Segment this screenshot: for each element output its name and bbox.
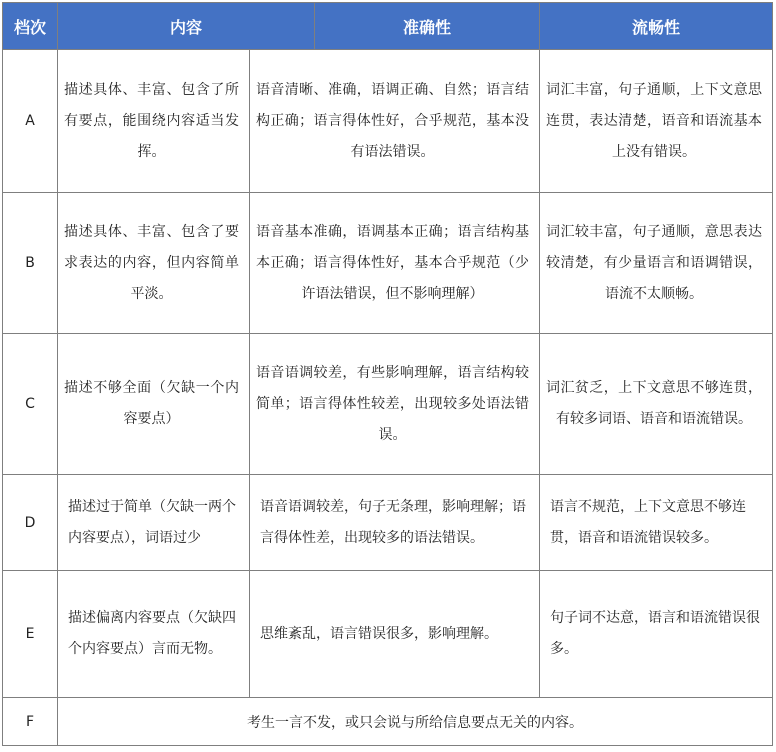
grade-cell: F: [3, 698, 58, 746]
grade-cell: E: [3, 571, 58, 698]
header-fluency: 流畅性: [540, 3, 773, 50]
header-accuracy: 准确性: [315, 3, 540, 50]
fluency-cell: 词汇贫乏，上下文意思不够连贯，有较多词语、语音和语流错误。: [540, 334, 773, 475]
accuracy-cell: 语音语调较差，有些影响理解，语言结构较简单；语言得体性较差，出现较多处语法错误。: [250, 334, 540, 475]
accuracy-cell: 语音清晰、准确，语调正确、自然；语言结构正确；语言得体性好，合乎规范，基本没有语法错误。: [250, 50, 540, 193]
scoring-table: [2, 2, 773, 746]
content-cell: 描述具体、丰富、包含了要求表达的内容，但内容简单平淡。: [58, 193, 250, 334]
grade-cell: B: [3, 193, 58, 334]
accuracy-cell: 语音语调较差，句子无条理，影响理解；语言得体性差，出现较多的语法错误。: [250, 475, 540, 571]
table-row-e: [3, 571, 773, 698]
table-row-d: [3, 475, 773, 571]
accuracy-cell: 思维紊乱，语言错误很多，影响理解。: [250, 571, 540, 698]
table-row-a: [3, 50, 773, 193]
fluency-cell: 语言不规范，上下文意思不够连贯，语音和语流错误较多。: [540, 475, 773, 571]
content-cell: 描述不够全面（欠缺一个内容要点）: [58, 334, 250, 475]
grade-cell: C: [3, 334, 58, 475]
fluency-cell: 词汇丰富，句子通顺，上下文意思连贯，表达清楚，语音和语流基本上没有错误。: [540, 50, 773, 193]
table-row-b: [3, 193, 773, 334]
table-row-f: [3, 698, 773, 746]
content-cell: 描述偏离内容要点（欠缺四个内容要点）言而无物。: [58, 571, 250, 698]
header-row: [3, 3, 773, 50]
accuracy-cell: 语音基本准确，语调基本正确；语言结构基本正确；语言得体性好，基本合乎规范（少许语法错误，但不影响理解）: [250, 193, 540, 334]
header-grade: 档次: [3, 3, 58, 50]
table-row-c: [3, 334, 773, 475]
content-cell: 描述过于简单（欠缺一两个内容要点），词语过少: [58, 475, 250, 571]
fluency-cell: 词汇较丰富，句子通顺，意思表达较清楚，有少量语言和语调错误，语流不太顺畅。: [540, 193, 773, 334]
fluency-cell: 句子词不达意，语言和语流错误很多。: [540, 571, 773, 698]
header-content: 内容: [58, 3, 315, 50]
content-cell: 描述具体、丰富、包含了所有要点，能围绕内容适当发挥。: [58, 50, 250, 193]
grade-cell: D: [3, 475, 58, 571]
grade-cell: A: [3, 50, 58, 193]
merged-description-cell: 考生一言不发，或只会说与所给信息要点无关的内容。: [58, 698, 773, 746]
